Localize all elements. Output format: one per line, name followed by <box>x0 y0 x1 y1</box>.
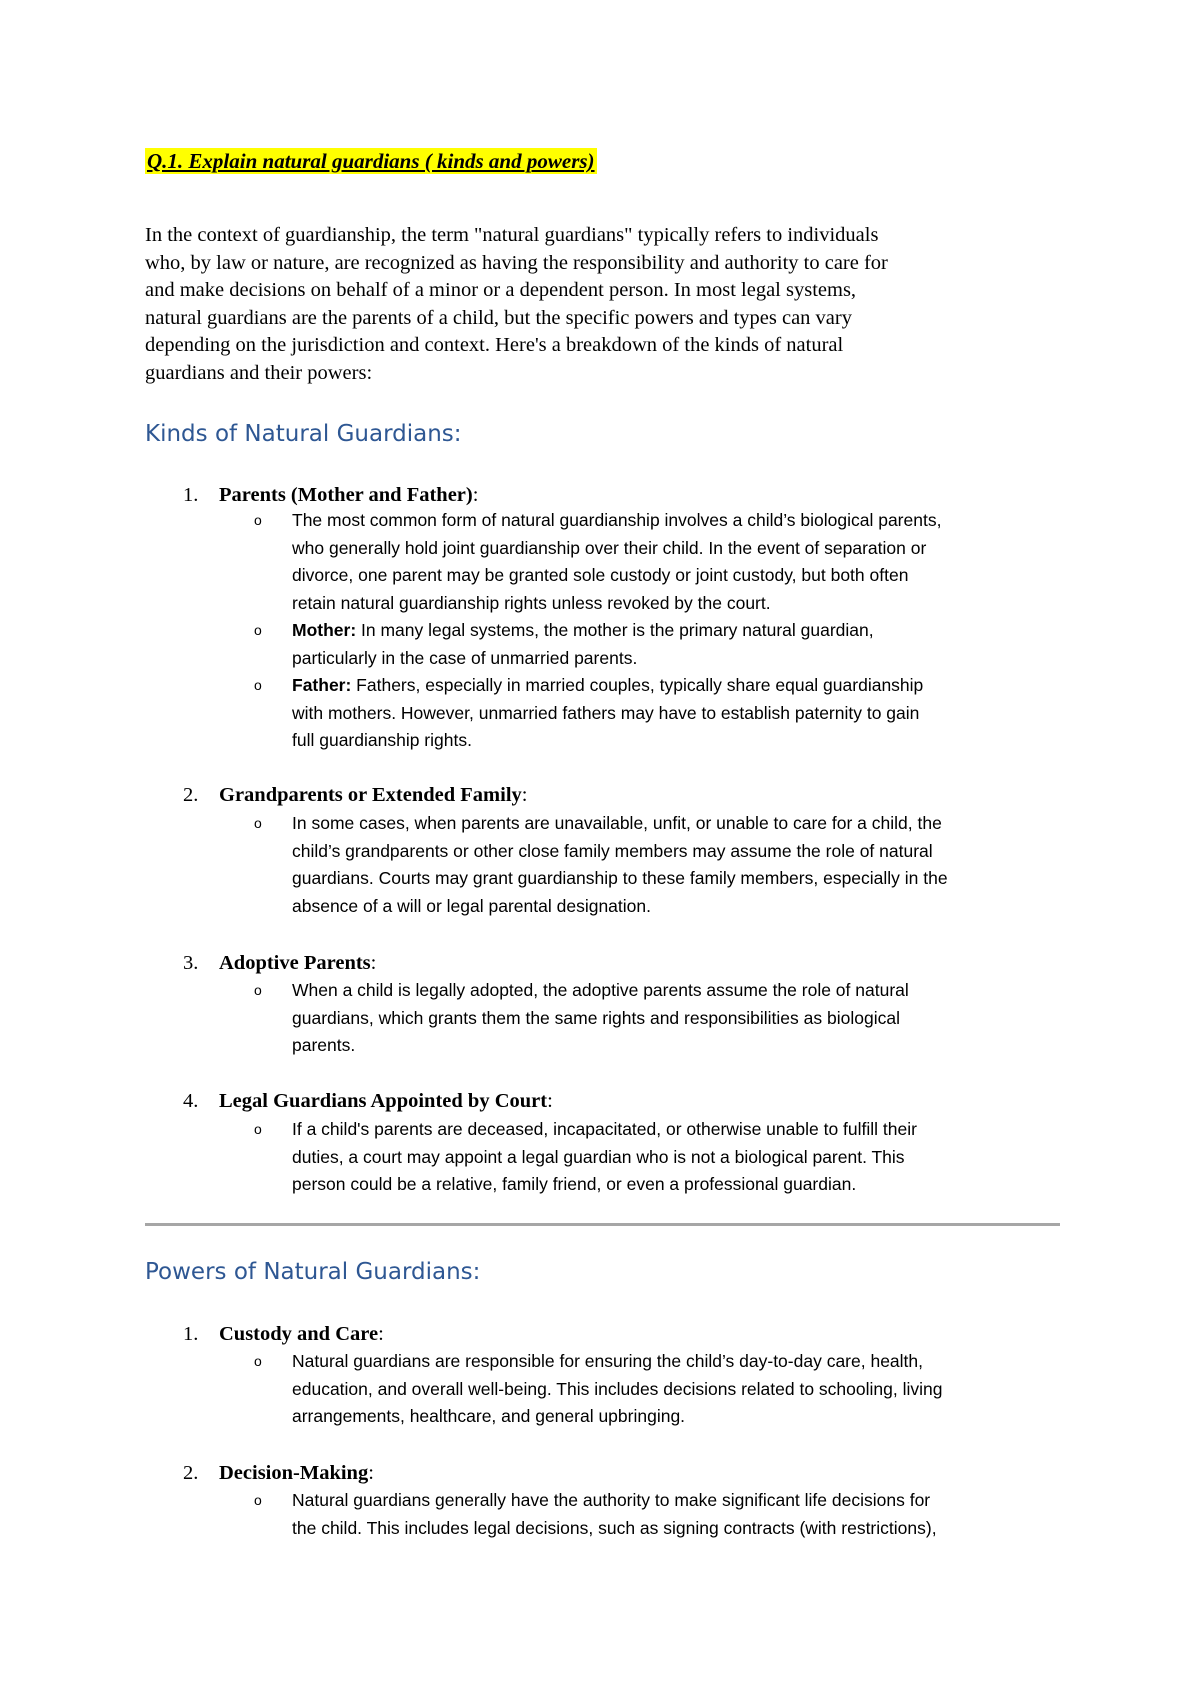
item-number: 2. <box>183 784 199 806</box>
intro-line: guardians and their powers: <box>145 361 373 384</box>
bullet-line: child’s grandparents or other close family members may assume the role of natural <box>292 840 933 861</box>
intro-line: depending on the jurisdiction and context. Here's a breakdown of the kinds of natural <box>145 334 844 356</box>
item-title: Grandparents or Extended Family <box>219 784 522 806</box>
item-title: Adoptive Parents <box>219 952 371 974</box>
item-suffix: : <box>370 952 377 974</box>
item-title: Legal Guardians Appointed by Court <box>219 1090 548 1112</box>
bullet-line: Natural guardians are responsible for ensuring the child’s day-to-day care, health, <box>292 1351 924 1371</box>
kinds-item-3-title <box>183 950 376 976</box>
bullet-line: Natural guardians generally have the authority to make significant life decisions for <box>292 1490 931 1510</box>
bullet-line: person could be a relative, family friend, or even a professional guardian. <box>292 1174 857 1194</box>
bullet-line: guardians, which grants them the same rights and responsibilities as biological <box>292 1007 900 1028</box>
powers-item-2-title <box>183 1460 374 1486</box>
bullet-line: If a child's parents are deceased, incapacitated, or otherwise unable to fulfill their <box>292 1119 917 1139</box>
bullet-line: divorce, one parent may be granted sole custody or joint custody, but both often <box>292 565 909 585</box>
item-number: 1. <box>183 1323 199 1345</box>
bullet-line: arrangements, healthcare, and general upbringing. <box>292 1406 686 1426</box>
item-number: 1. <box>183 484 199 506</box>
intro-line: natural guardians are the parents of a child, but the specific powers and types can vary <box>145 306 852 329</box>
bullet-line: who generally hold joint guardianship over their child. In the event of separation or <box>292 537 927 558</box>
item-number: 2. <box>183 1462 199 1484</box>
item-suffix: : <box>378 1323 384 1345</box>
bullet-marker: o <box>254 1492 262 1508</box>
bullet-marker: o <box>254 512 262 528</box>
powers-item-1-title <box>183 1321 384 1347</box>
intro-line: In the context of guardianship, the term "natural guardians" typically refers to individuals <box>145 224 879 246</box>
bullet-line: The most common form of natural guardianship involves a child’s biological parents, <box>292 510 942 530</box>
bullet-line: parents. <box>292 1035 356 1055</box>
item-title: Parents (Mother and Father) <box>219 484 473 506</box>
item-title: Custody and Care <box>219 1323 379 1345</box>
item-suffix: : <box>472 484 479 506</box>
item-suffix: : <box>368 1462 374 1484</box>
question-title: Q.1. Explain natural guardians ( kinds and powers) <box>147 149 595 173</box>
bullet-line: guardians. Courts may grant guardianship to these family members, especially in the <box>292 868 948 888</box>
intro-line: who, by law or nature, are recognized as having the responsibility and authority to care for <box>145 251 888 274</box>
item-number: 3. <box>183 952 199 974</box>
bullet-line: In some cases, when parents are unavailable, unfit, or unable to care for a child, the <box>292 813 942 833</box>
bullet-line: When a child is legally adopted, the adoptive parents assume the role of natural <box>292 980 909 1000</box>
bullet-line: the child. This includes legal decisions, such as signing contracts (with restrictions), <box>292 1517 937 1538</box>
kinds-item-4-title <box>183 1088 553 1114</box>
item-suffix: : <box>521 784 528 806</box>
bullet-marker: o <box>254 1121 262 1137</box>
bullet-marker: o <box>254 677 262 693</box>
intro-line: and make decisions on behalf of a minor or a dependent person. In most legal systems, <box>145 279 857 301</box>
kinds-item-2-title <box>183 782 527 808</box>
bullet-lead: Father: <box>292 675 352 695</box>
bullet-marker: o <box>254 1353 262 1369</box>
item-suffix: : <box>547 1090 553 1112</box>
powers-heading: Powers of Natural Guardians: <box>145 1259 481 1285</box>
bullet-line: particularly in the case of unmarried parents. <box>292 647 638 668</box>
bullet-line: In many legal systems, the mother is the primary natural guardian, <box>356 620 874 640</box>
item-number: 4. <box>183 1090 199 1112</box>
bullet-marker: o <box>254 815 262 831</box>
bullet-line: with mothers. However, unmarried fathers may have to establish paternity to gain <box>292 702 920 723</box>
bullet-line: duties, a court may appoint a legal guardian who is not a biological parent. This <box>292 1146 905 1167</box>
bullet-marker: o <box>254 622 262 638</box>
kinds-item-1-title <box>183 482 478 508</box>
bullet-line: education, and overall well-being. This includes decisions related to schooling, living <box>292 1378 943 1399</box>
bullet-marker: o <box>254 982 262 998</box>
bullet-line: retain natural guardianship rights unless revoked by the court. <box>292 592 771 613</box>
bullet-line: full guardianship rights. <box>292 730 472 750</box>
bullet-lead: Mother: <box>292 620 357 640</box>
intro-paragraph <box>145 222 1045 387</box>
bullet-line: Fathers, especially in married couples, typically share equal guardianship <box>351 675 924 695</box>
item-title: Decision-Making <box>219 1462 369 1484</box>
kinds-heading: Kinds of Natural Guardians: <box>145 421 462 447</box>
bullet-line: absence of a will or legal parental designation. <box>292 895 651 916</box>
horizontal-rule <box>145 1223 1060 1226</box>
